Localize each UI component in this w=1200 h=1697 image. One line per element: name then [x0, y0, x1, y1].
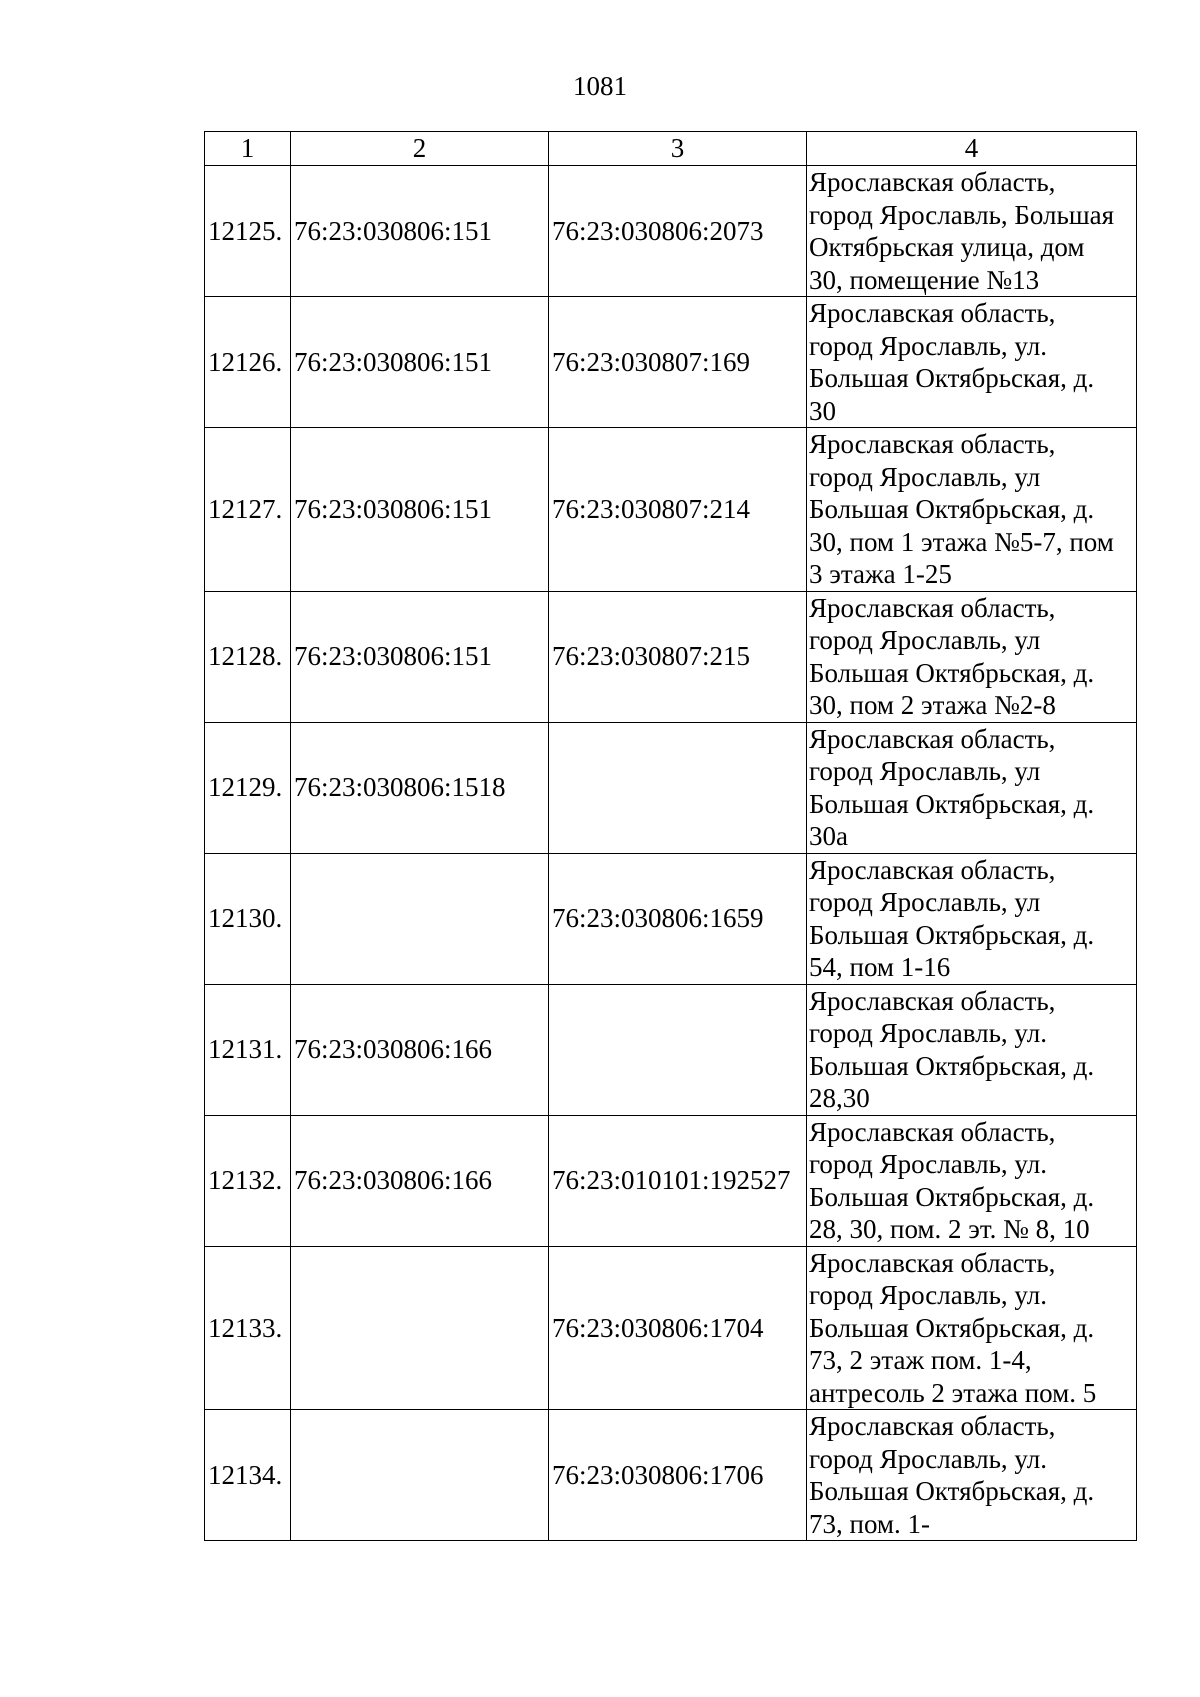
address-cell [807, 1410, 1137, 1541]
address-cell [807, 984, 1137, 1115]
address-line: антресоль 2 этажа пом. 5 [809, 1377, 1097, 1408]
cadastral-number-cell [291, 1410, 549, 1541]
object-cadastral-number-cell [549, 722, 807, 853]
row-number-cell: 12127. [205, 428, 291, 592]
address-cell [807, 853, 1137, 984]
address-cell [807, 428, 1137, 592]
address-line: город Ярославль, Большая [809, 199, 1115, 230]
page-number: 1081 [573, 71, 627, 101]
object-cadastral-number-cell: 76:23:030807:214 [549, 428, 807, 592]
object-cadastral-number-cell: 76:23:030807:215 [549, 591, 807, 722]
table-row [205, 297, 1137, 428]
address-line: Ярославская область, [809, 1116, 1056, 1147]
table-body [205, 166, 1137, 1541]
address-line: 30, пом 2 этажа №2-8 [809, 690, 1056, 720]
header-cell-3: 3 [549, 132, 807, 166]
address-line: город Ярославль, ул [809, 887, 1041, 917]
address-cell [807, 1246, 1137, 1410]
address-line: 30 [809, 395, 836, 426]
address-line: Ярославская область, [809, 298, 1056, 328]
row-number-cell: 12133. [205, 1246, 291, 1410]
object-cadastral-number-cell [549, 984, 807, 1115]
header-cell-2: 2 [291, 132, 549, 166]
row-number-cell: 12126. [205, 297, 291, 428]
table-row [205, 591, 1137, 722]
address-line: Большая Октябрьская, д. [809, 1181, 1095, 1212]
row-number-cell: 12128. [205, 591, 291, 722]
object-cadastral-number-cell: 76:23:030806:1704 [549, 1246, 807, 1410]
object-cadastral-number-cell: 76:23:010101:192527 [549, 1115, 807, 1246]
row-number-cell: 12125. [205, 166, 291, 297]
address-line: Ярославская область, [809, 723, 1056, 754]
address-line: Ярославская область, [809, 854, 1056, 885]
address-line: Ярославская область, [809, 1247, 1056, 1278]
cadastral-number-cell: 76:23:030806:151 [291, 591, 549, 722]
address-line: 73, пом. 1- [809, 1508, 931, 1539]
address-line: Большая Октябрьская, д. [809, 1050, 1095, 1081]
cadastral-number-cell: 76:23:030806:1518 [291, 722, 549, 853]
registry-table [204, 131, 1137, 1541]
address-line: город Ярославль, ул [809, 756, 1041, 786]
table-row [205, 428, 1137, 592]
cadastral-number-cell [291, 1246, 549, 1410]
address-line: город Ярославль, ул. [809, 1280, 1047, 1310]
address-line: Большая Октябрьская, д. [809, 1312, 1095, 1343]
row-number-cell: 12132. [205, 1115, 291, 1246]
row-number-cell: 12134. [205, 1410, 291, 1541]
address-line: 30, пом 1 этажа №5-7, пом [809, 526, 1114, 557]
cadastral-number-cell: 76:23:030806:151 [291, 166, 549, 297]
address-line: город Ярославль, ул. [809, 1443, 1047, 1474]
address-line: Ярославская область, [809, 1411, 1056, 1441]
address-line: 54, пом 1-16 [809, 952, 951, 982]
address-line: Большая Октябрьская, д. [809, 657, 1095, 688]
table-row [205, 1115, 1137, 1246]
cadastral-number-cell: 76:23:030806:166 [291, 1115, 549, 1246]
address-line: город Ярославль, ул [809, 461, 1041, 492]
object-cadastral-number-cell: 76:23:030807:169 [549, 297, 807, 428]
address-line: 30, помещение №13 [809, 264, 1040, 295]
table-row [205, 166, 1137, 297]
address-line: 30а [809, 821, 848, 851]
cadastral-number-cell: 76:23:030806:151 [291, 297, 549, 428]
address-line: Большая Октябрьская, д. [809, 788, 1095, 819]
header-cell-4: 4 [807, 132, 1137, 166]
object-cadastral-number-cell: 76:23:030806:1659 [549, 853, 807, 984]
row-number-cell: 12130. [205, 853, 291, 984]
address-line: Ярославская область, [809, 429, 1056, 459]
header-row [205, 132, 1137, 166]
table-row [205, 984, 1137, 1115]
table-row [205, 853, 1137, 984]
header-cell-1: 1 [205, 132, 291, 166]
address-line: 73, 2 этаж пом. 1-4, [809, 1345, 1032, 1375]
address-cell [807, 1115, 1137, 1246]
address-line: Октябрьская улица, дом [809, 232, 1085, 262]
address-cell [807, 166, 1137, 297]
address-line: 3 этажа 1-25 [809, 559, 952, 589]
table-row [205, 1410, 1137, 1541]
cadastral-number-cell: 76:23:030806:166 [291, 984, 549, 1115]
cadastral-number-cell [291, 853, 549, 984]
address-line: 28, 30, пом. 2 эт. № 8, 10 [809, 1214, 1090, 1244]
address-line: Большая Октябрьская, д. [809, 363, 1095, 393]
row-number-cell: 12131. [205, 984, 291, 1115]
object-cadastral-number-cell: 76:23:030806:1706 [549, 1410, 807, 1541]
object-cadastral-number-cell: 76:23:030806:2073 [549, 166, 807, 297]
address-line: город Ярославль, ул [809, 625, 1041, 655]
address-line: город Ярославль, ул. [809, 1149, 1047, 1179]
address-line: город Ярославль, ул. [809, 1018, 1047, 1048]
address-line: Большая Октябрьская, д. [809, 1476, 1095, 1506]
address-line: Ярославская область, [809, 592, 1056, 623]
address-cell [807, 297, 1137, 428]
table-row [205, 1246, 1137, 1410]
address-line: 28,30 [809, 1083, 870, 1113]
address-line: Большая Октябрьская, д. [809, 494, 1095, 524]
address-line: Ярославская область, [809, 167, 1056, 197]
table-row [205, 722, 1137, 853]
cadastral-number-cell: 76:23:030806:151 [291, 428, 549, 592]
address-cell [807, 591, 1137, 722]
row-number-cell: 12129. [205, 722, 291, 853]
address-line: город Ярославль, ул. [809, 330, 1047, 361]
address-line: Ярославская область, [809, 985, 1056, 1016]
address-line: Большая Октябрьская, д. [809, 919, 1095, 950]
address-cell [807, 722, 1137, 853]
